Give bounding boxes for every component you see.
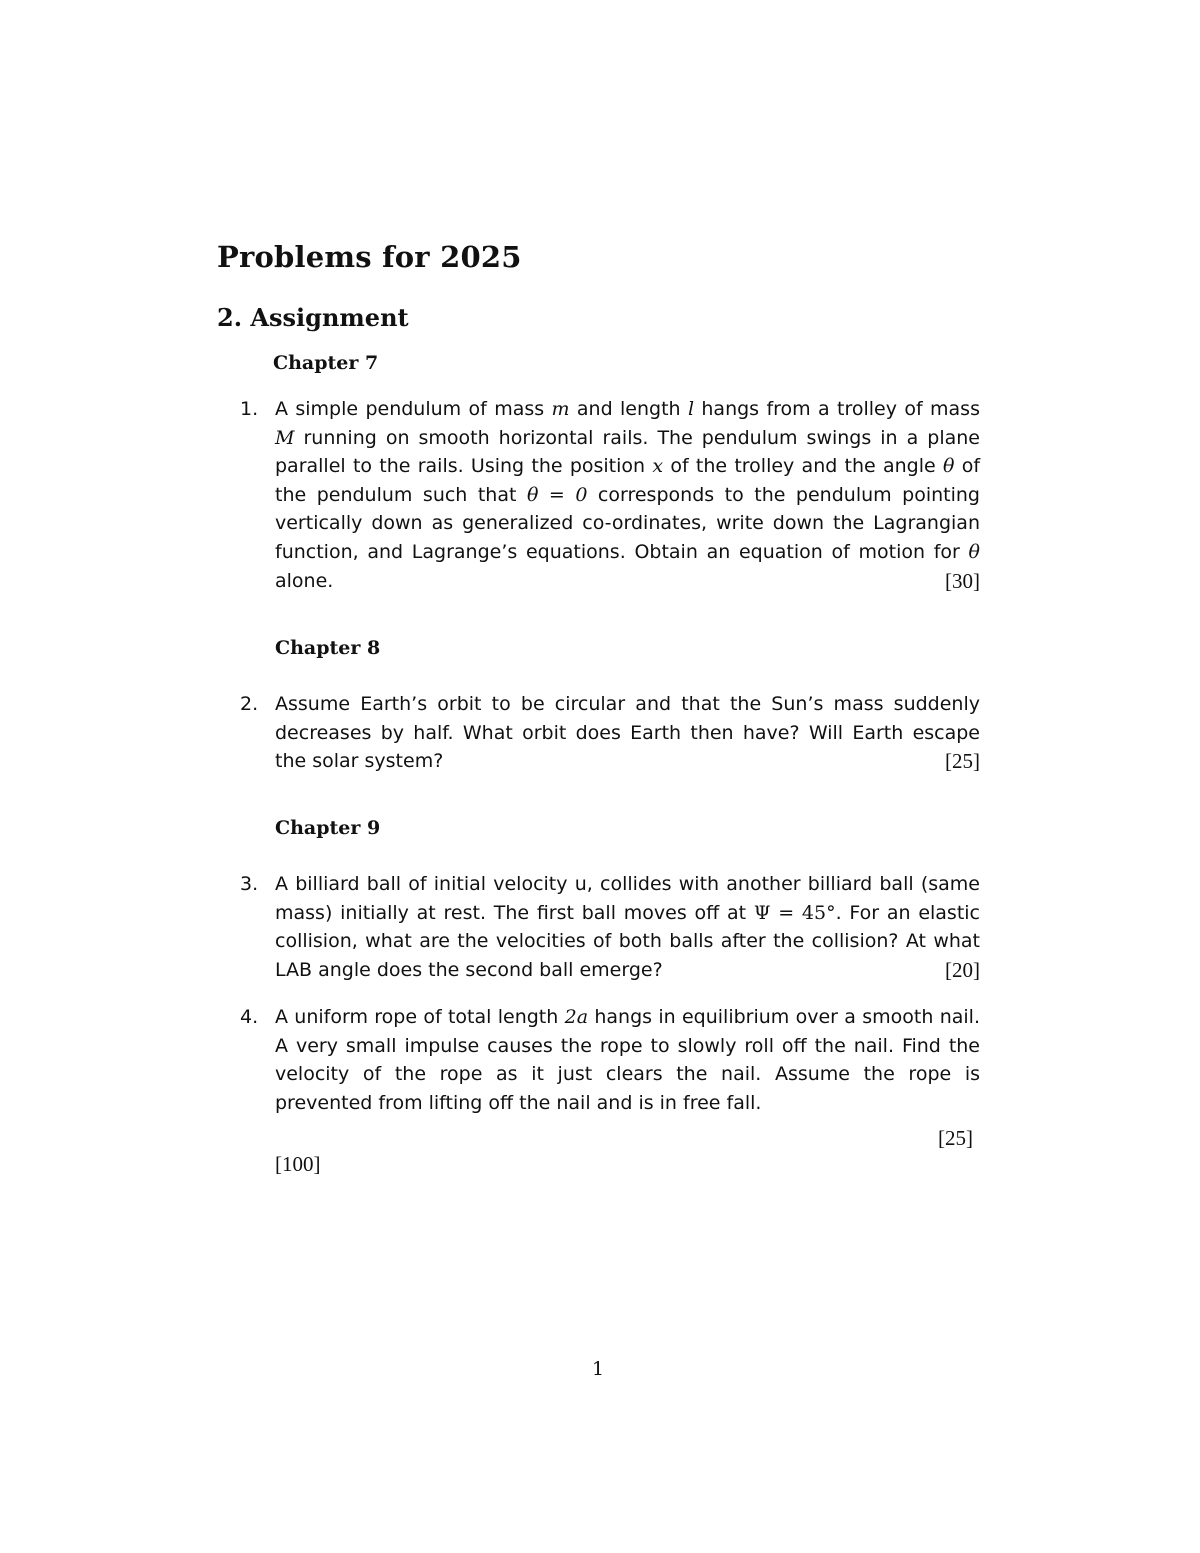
section-heading: 2. Assignment: [217, 303, 409, 332]
problem-number: 2.: [240, 693, 259, 715]
problem-marks: [30]: [945, 568, 980, 593]
problem-marks: [25]: [938, 1126, 973, 1150]
problem-text: A uniform rope of total length 2a hangs in equilibrium over a smooth nail. A very small impulse causes the rope to slowly roll off the nail. Find the velocity of the rope as it just clears the nail. Assume the rope is prevented from lifting off the nail and is in free fall.: [275, 1006, 980, 1114]
problem-text: Assume Earth’s orbit to be circular and that the Sun’s mass suddenly decreases by half. What orbit does Earth then have? Will Earth escape the solar system? [25]: [275, 690, 980, 776]
problem-number: 4.: [240, 1006, 259, 1028]
document-title: Problems for 2025: [217, 240, 522, 274]
chapter-heading: Chapter 7: [273, 352, 379, 374]
problem-text: A simple pendulum of mass m and length l hangs from a trolley of mass M running on smooth horizontal rails. The pendulum swings in a plane parallel to the rails. Using the position x of the trolley and the angle θ of the pendulum such that θ = 0 corresponds to the pendulum pointing vertically down as generalized co-ordinates, write down the Lagrangian function, and Lagrange’s equations. Obtain an equation of motion for θ alone. [30]: [275, 395, 980, 595]
problem-marks: [25]: [945, 749, 980, 774]
problem-item: [240, 1003, 980, 1117]
total-marks: [100]: [275, 1152, 321, 1176]
problem-item: [240, 690, 980, 776]
chapter-heading: Chapter 8: [275, 637, 381, 659]
problem-marks: [20]: [945, 957, 980, 982]
page-number: 1: [592, 1358, 605, 1380]
problem-item: [240, 870, 980, 984]
problem-text: A billiard ball of initial velocity u, collides with another billiard ball (same mass) initially at rest. The first ball moves off at Ψ = 45°. For an elastic collision, what are the velocities of both balls after the collision? At what LAB angle does the second ball emerge? [20]: [275, 870, 980, 984]
problem-number: 1.: [240, 398, 259, 420]
problem-number: 3.: [240, 873, 259, 895]
chapter-heading: Chapter 9: [275, 817, 381, 839]
problem-item: [240, 395, 980, 595]
